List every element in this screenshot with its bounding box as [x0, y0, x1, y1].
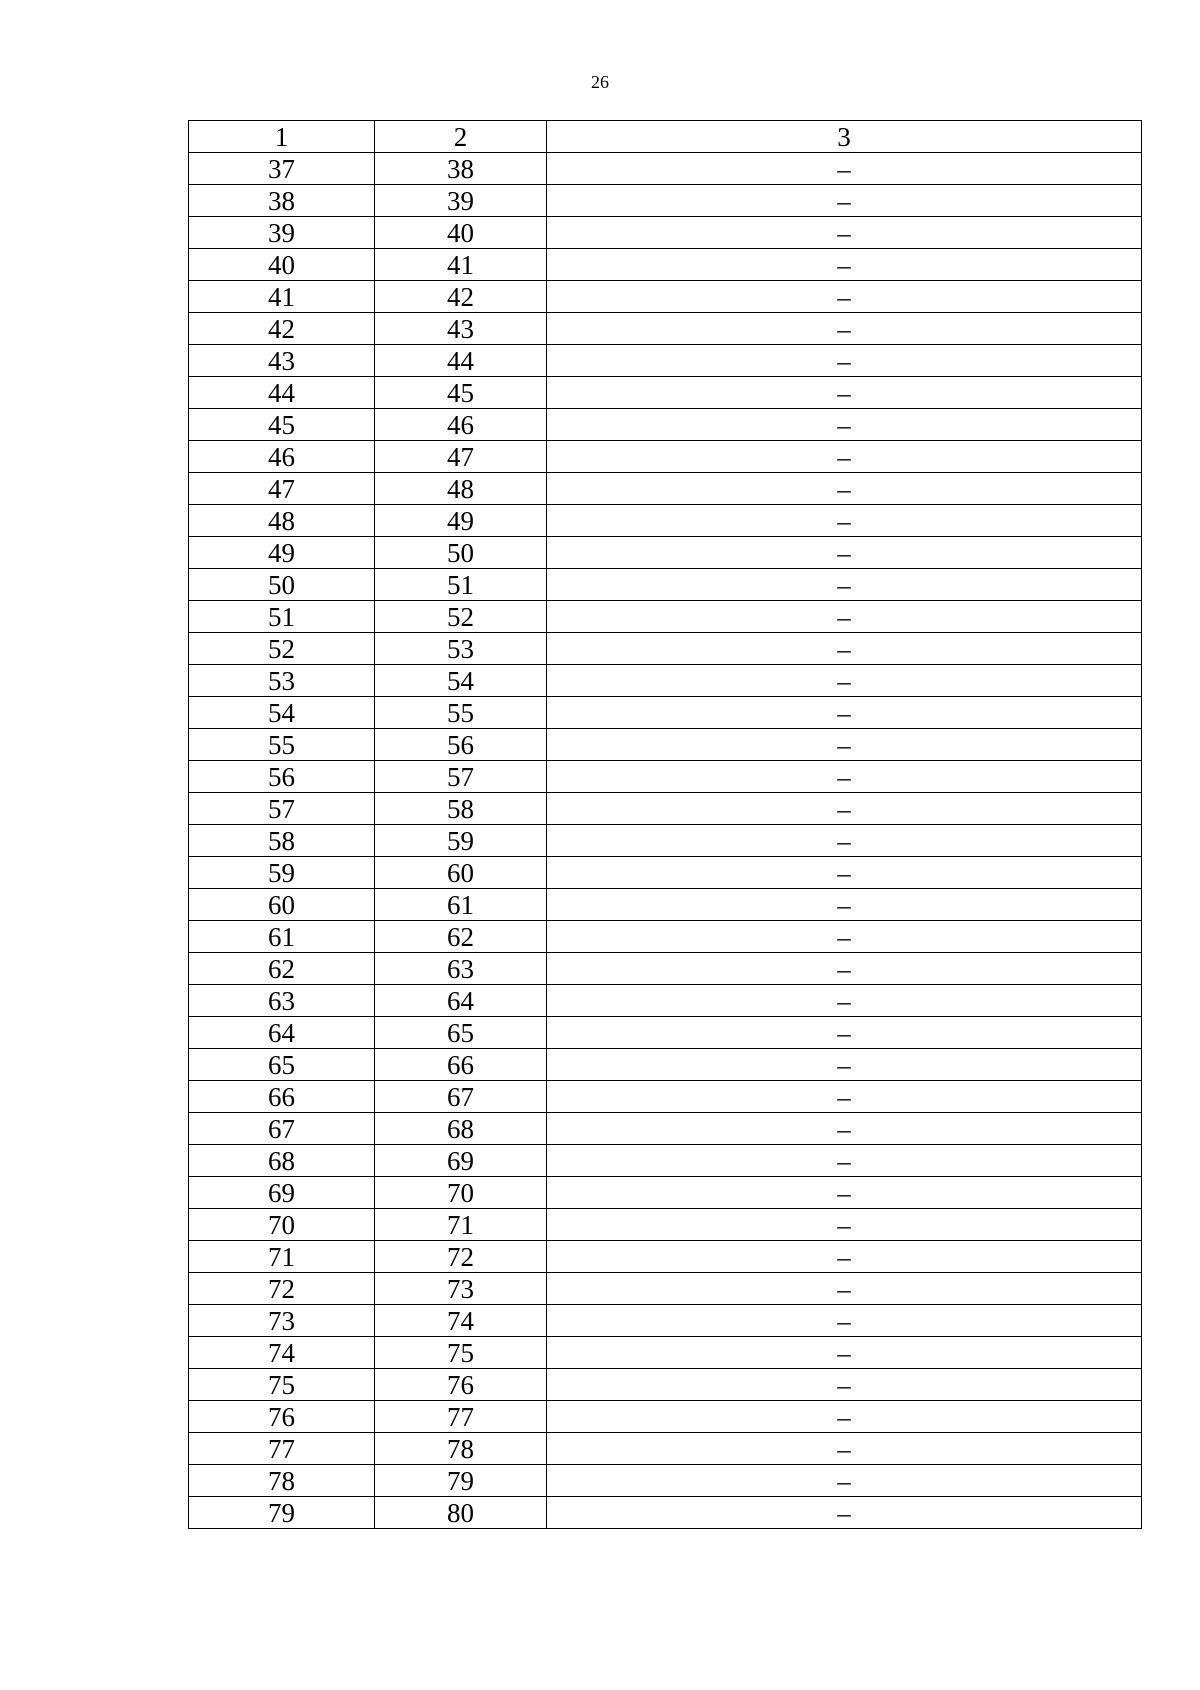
- table-cell-col-2: 68: [375, 1113, 547, 1145]
- table-cell-col-3: –: [547, 1273, 1142, 1305]
- table-cell-col-1: 69: [189, 1177, 375, 1209]
- table-cell-col-1: 73: [189, 1305, 375, 1337]
- table-cell-col-1: 67: [189, 1113, 375, 1145]
- table-cell-col-3: –: [547, 825, 1142, 857]
- table-row: [189, 793, 1142, 825]
- table-cell-col-2: 40: [375, 217, 547, 249]
- table-cell-col-3: –: [547, 1081, 1142, 1113]
- table-row: [189, 1049, 1142, 1081]
- table-body: [189, 121, 1142, 1529]
- table-cell-col-3: –: [547, 761, 1142, 793]
- table-cell-col-3: –: [547, 1049, 1142, 1081]
- table-cell-col-2: 79: [375, 1465, 547, 1497]
- table-row: [189, 889, 1142, 921]
- table-cell-col-2: 46: [375, 409, 547, 441]
- table-cell-col-3: –: [547, 1017, 1142, 1049]
- table-cell-col-3: –: [547, 1369, 1142, 1401]
- table-cell-col-3: –: [547, 985, 1142, 1017]
- table-cell-col-2: 47: [375, 441, 547, 473]
- table-cell-col-2: 62: [375, 921, 547, 953]
- table-cell-col-1: 38: [189, 185, 375, 217]
- table-cell-col-2: 39: [375, 185, 547, 217]
- table-row: [189, 729, 1142, 761]
- table-cell-col-3: –: [547, 505, 1142, 537]
- table-cell-col-1: 71: [189, 1241, 375, 1273]
- table-cell-col-1: 55: [189, 729, 375, 761]
- table-cell-col-3: –: [547, 921, 1142, 953]
- table-cell-col-2: 74: [375, 1305, 547, 1337]
- table-cell-col-1: 79: [189, 1497, 375, 1529]
- table-row: [189, 377, 1142, 409]
- table-cell-col-1: 53: [189, 665, 375, 697]
- table-cell-col-1: 39: [189, 217, 375, 249]
- table-row: [189, 217, 1142, 249]
- table-cell-col-2: 71: [375, 1209, 547, 1241]
- table-cell-col-1: 76: [189, 1401, 375, 1433]
- table-cell-col-3: –: [547, 409, 1142, 441]
- table-cell-col-1: 59: [189, 857, 375, 889]
- table-row: [189, 697, 1142, 729]
- table-cell-col-2: 56: [375, 729, 547, 761]
- table-cell-col-3: –: [547, 537, 1142, 569]
- table-cell-col-3: –: [547, 281, 1142, 313]
- table-cell-col-3: –: [547, 793, 1142, 825]
- table-cell-col-2: 77: [375, 1401, 547, 1433]
- table-cell-col-3: –: [547, 569, 1142, 601]
- data-table: [188, 120, 1142, 1529]
- table-row: [189, 313, 1142, 345]
- table-row: [189, 1209, 1142, 1241]
- table-cell-col-1: 40: [189, 249, 375, 281]
- table-row: [189, 1465, 1142, 1497]
- table-cell-col-2: 44: [375, 345, 547, 377]
- table-cell-col-3: –: [547, 697, 1142, 729]
- table-cell-col-2: 67: [375, 1081, 547, 1113]
- table-cell-col-2: 54: [375, 665, 547, 697]
- table-cell-col-3: –: [547, 857, 1142, 889]
- table-cell-col-2: 42: [375, 281, 547, 313]
- table-row: [189, 569, 1142, 601]
- table-cell-col-2: 48: [375, 473, 547, 505]
- table-row: [189, 1081, 1142, 1113]
- table-cell-col-3: –: [547, 441, 1142, 473]
- table-row: [189, 441, 1142, 473]
- header-cell-col-1: 1: [189, 121, 375, 153]
- table-cell-col-1: 56: [189, 761, 375, 793]
- table-cell-col-1: 66: [189, 1081, 375, 1113]
- table-cell-col-1: 63: [189, 985, 375, 1017]
- table-row: [189, 633, 1142, 665]
- table-cell-col-3: –: [547, 1241, 1142, 1273]
- table-cell-col-2: 76: [375, 1369, 547, 1401]
- table-cell-col-3: –: [547, 1113, 1142, 1145]
- table-cell-col-3: –: [547, 1465, 1142, 1497]
- table-cell-col-1: 65: [189, 1049, 375, 1081]
- table-cell-col-3: –: [547, 249, 1142, 281]
- table-row: [189, 1401, 1142, 1433]
- table-cell-col-3: –: [547, 729, 1142, 761]
- table-cell-col-3: –: [547, 377, 1142, 409]
- table-row: [189, 601, 1142, 633]
- table-row: [189, 153, 1142, 185]
- table-cell-col-2: 52: [375, 601, 547, 633]
- table-row: [189, 1433, 1142, 1465]
- table-row: [189, 281, 1142, 313]
- header-cell-col-3: 3: [547, 121, 1142, 153]
- table-row: [189, 857, 1142, 889]
- table-row: [189, 665, 1142, 697]
- table-cell-col-3: –: [547, 601, 1142, 633]
- table-cell-col-1: 78: [189, 1465, 375, 1497]
- table-cell-col-3: –: [547, 185, 1142, 217]
- table-row: [189, 1497, 1142, 1529]
- table-cell-col-2: 63: [375, 953, 547, 985]
- table-cell-col-1: 70: [189, 1209, 375, 1241]
- table-cell-col-2: 65: [375, 1017, 547, 1049]
- table-cell-col-1: 50: [189, 569, 375, 601]
- table-cell-col-1: 37: [189, 153, 375, 185]
- table-row: [189, 1241, 1142, 1273]
- table-cell-col-1: 75: [189, 1369, 375, 1401]
- table-cell-col-3: –: [547, 1209, 1142, 1241]
- table-cell-col-2: 75: [375, 1337, 547, 1369]
- table-cell-col-2: 55: [375, 697, 547, 729]
- table-cell-col-1: 74: [189, 1337, 375, 1369]
- table-row: [189, 1113, 1142, 1145]
- table-cell-col-3: –: [547, 1337, 1142, 1369]
- table-row: [189, 249, 1142, 281]
- table-row: [189, 473, 1142, 505]
- table-cell-col-2: 53: [375, 633, 547, 665]
- table-cell-col-3: –: [547, 665, 1142, 697]
- table-row: [189, 825, 1142, 857]
- table-cell-col-1: 48: [189, 505, 375, 537]
- table-cell-col-3: –: [547, 953, 1142, 985]
- table-cell-col-2: 64: [375, 985, 547, 1017]
- table-row: [189, 761, 1142, 793]
- table-cell-col-3: –: [547, 1433, 1142, 1465]
- table-cell-col-1: 58: [189, 825, 375, 857]
- table-cell-col-2: 57: [375, 761, 547, 793]
- table-cell-col-1: 46: [189, 441, 375, 473]
- table-cell-col-2: 72: [375, 1241, 547, 1273]
- table-cell-col-3: –: [547, 345, 1142, 377]
- table-cell-col-3: –: [547, 313, 1142, 345]
- table-cell-col-1: 60: [189, 889, 375, 921]
- table-row: [189, 1369, 1142, 1401]
- header-cell-col-2: 2: [375, 121, 547, 153]
- table-row: [189, 345, 1142, 377]
- table-cell-col-1: 51: [189, 601, 375, 633]
- table-row: [189, 1273, 1142, 1305]
- table-cell-col-2: 61: [375, 889, 547, 921]
- table-cell-col-1: 68: [189, 1145, 375, 1177]
- table-row: [189, 1145, 1142, 1177]
- table-cell-col-2: 51: [375, 569, 547, 601]
- table-cell-col-1: 43: [189, 345, 375, 377]
- table-cell-col-3: –: [547, 1145, 1142, 1177]
- table-cell-col-2: 70: [375, 1177, 547, 1209]
- table-cell-col-1: 64: [189, 1017, 375, 1049]
- table-cell-col-3: –: [547, 1177, 1142, 1209]
- table-cell-col-3: –: [547, 217, 1142, 249]
- table-row: [189, 1177, 1142, 1209]
- table-cell-col-2: 80: [375, 1497, 547, 1529]
- table-row: [189, 185, 1142, 217]
- table-cell-col-1: 45: [189, 409, 375, 441]
- table-cell-col-2: 73: [375, 1273, 547, 1305]
- table-cell-col-3: –: [547, 1305, 1142, 1337]
- table-row: [189, 953, 1142, 985]
- table-cell-col-1: 49: [189, 537, 375, 569]
- table-cell-col-1: 61: [189, 921, 375, 953]
- table-cell-col-2: 69: [375, 1145, 547, 1177]
- page-number: 26: [591, 72, 609, 92]
- table-cell-col-1: 72: [189, 1273, 375, 1305]
- table-cell-col-3: –: [547, 153, 1142, 185]
- table-cell-col-1: 62: [189, 953, 375, 985]
- table-cell-col-1: 42: [189, 313, 375, 345]
- table-cell-col-3: –: [547, 633, 1142, 665]
- table-row: [189, 505, 1142, 537]
- table-cell-col-2: 49: [375, 505, 547, 537]
- table-cell-col-2: 50: [375, 537, 547, 569]
- table-cell-col-2: 60: [375, 857, 547, 889]
- table-row: [189, 1305, 1142, 1337]
- table-row: [189, 985, 1142, 1017]
- table-cell-col-2: 78: [375, 1433, 547, 1465]
- table-cell-col-2: 43: [375, 313, 547, 345]
- table-cell-col-1: 47: [189, 473, 375, 505]
- table-row: [189, 409, 1142, 441]
- table-header-row: [189, 121, 1142, 153]
- table-cell-col-2: 58: [375, 793, 547, 825]
- table-cell-col-1: 77: [189, 1433, 375, 1465]
- table-cell-col-1: 44: [189, 377, 375, 409]
- table-cell-col-3: –: [547, 473, 1142, 505]
- table-row: [189, 537, 1142, 569]
- table-cell-col-2: 45: [375, 377, 547, 409]
- table-cell-col-2: 38: [375, 153, 547, 185]
- table-cell-col-2: 59: [375, 825, 547, 857]
- table-cell-col-3: –: [547, 1497, 1142, 1529]
- table-cell-col-1: 52: [189, 633, 375, 665]
- table-cell-col-3: –: [547, 1401, 1142, 1433]
- table-cell-col-3: –: [547, 889, 1142, 921]
- table-cell-col-1: 57: [189, 793, 375, 825]
- table-cell-col-2: 41: [375, 249, 547, 281]
- table-cell-col-2: 66: [375, 1049, 547, 1081]
- table-row: [189, 921, 1142, 953]
- table-cell-col-1: 54: [189, 697, 375, 729]
- table-row: [189, 1017, 1142, 1049]
- table-row: [189, 1337, 1142, 1369]
- table-cell-col-1: 41: [189, 281, 375, 313]
